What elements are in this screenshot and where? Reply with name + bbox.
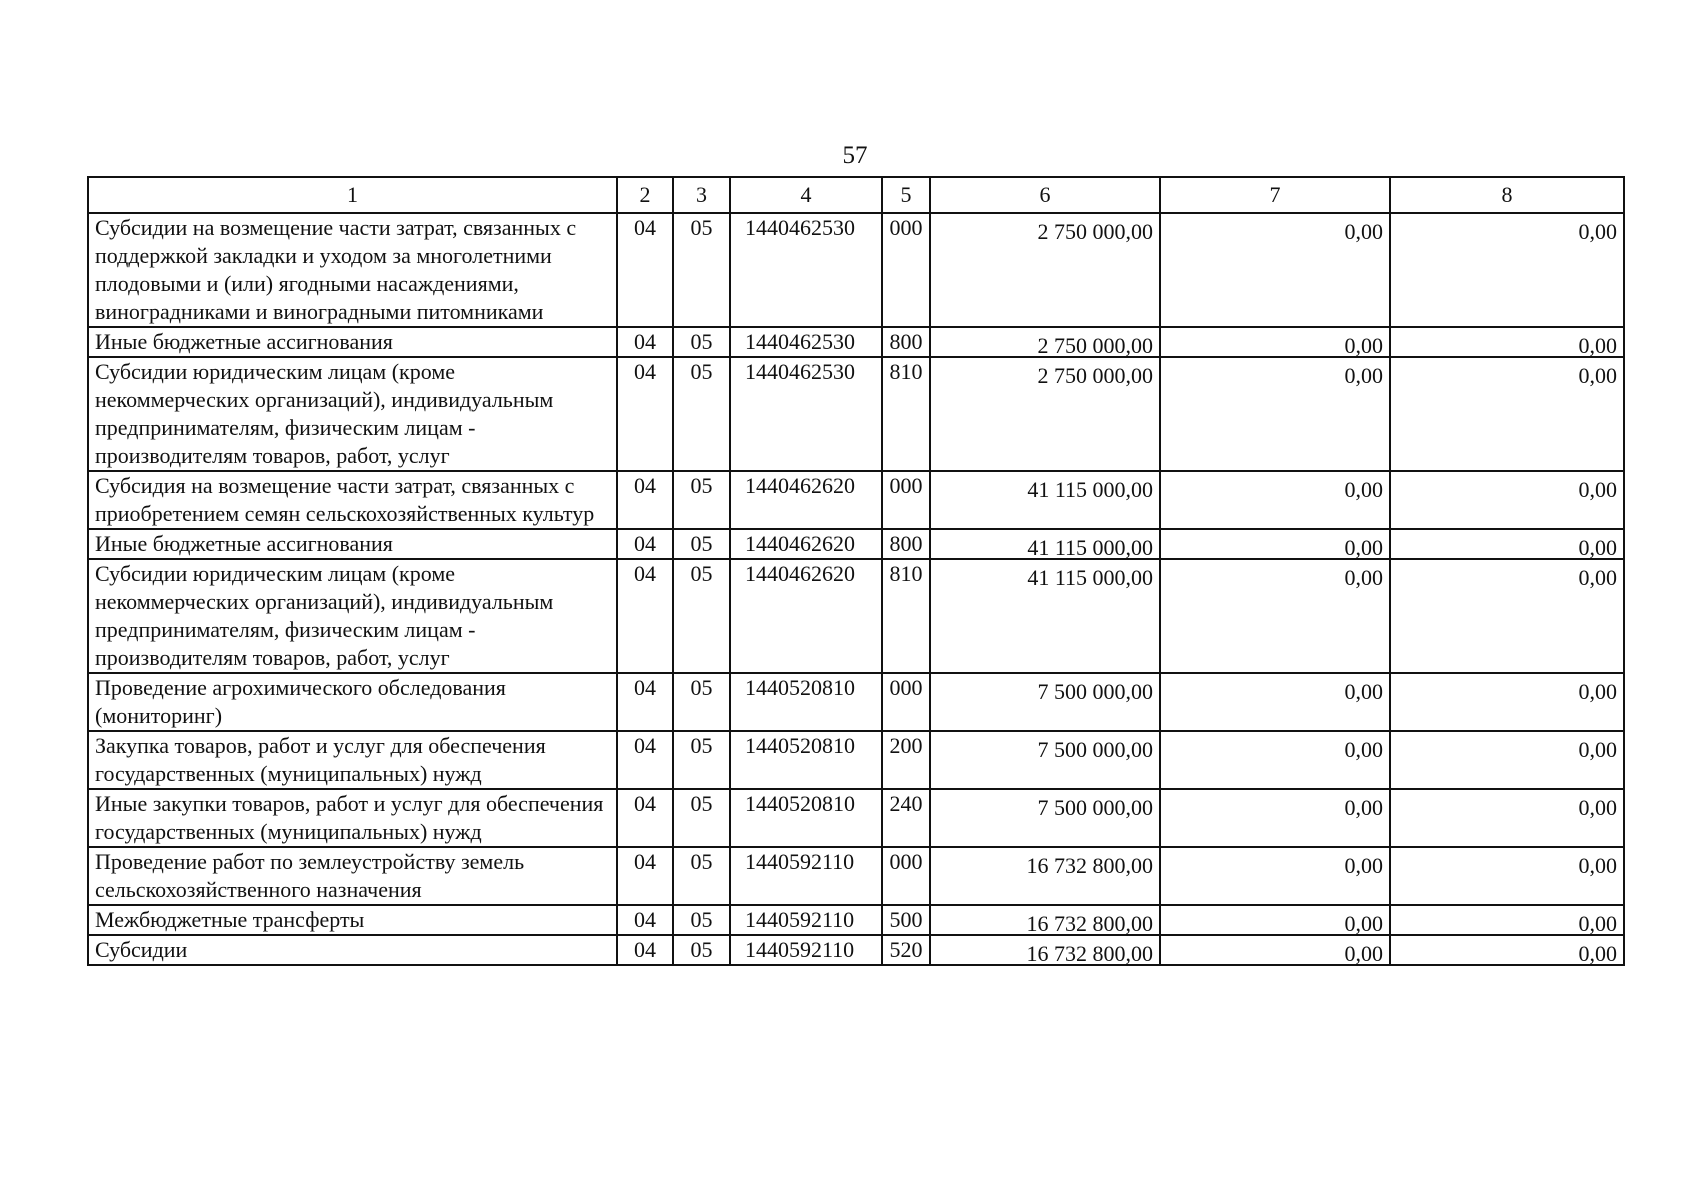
row-amount-col-8: 0,00 [1390, 905, 1624, 935]
row-subsection-code: 05 [673, 905, 730, 935]
row-target-article-code: 1440592110 [730, 905, 882, 935]
row-amount-col-6: 41 115 000,00 [930, 559, 1160, 673]
row-amount-col-7: 0,00 [1160, 731, 1390, 789]
header-col-4: 4 [730, 177, 882, 213]
header-col-6: 6 [930, 177, 1160, 213]
table-row [88, 327, 1624, 357]
row-amount-col-8: 0,00 [1390, 731, 1624, 789]
table-row [88, 789, 1624, 847]
row-expense-type-code: 200 [882, 731, 930, 789]
header-col-8: 8 [1390, 177, 1624, 213]
row-amount-col-7: 0,00 [1160, 327, 1390, 357]
row-name: Субсидии [88, 935, 617, 965]
row-amount-col-7: 0,00 [1160, 559, 1390, 673]
row-expense-type-code: 240 [882, 789, 930, 847]
table-row [88, 935, 1624, 965]
row-target-article-code: 1440462530 [730, 327, 882, 357]
row-name: Субсидия на возмещение части затрат, связанных с приобретением семян сельскохозяйственных культур [88, 471, 617, 529]
row-expense-type-code: 000 [882, 847, 930, 905]
row-section-code: 04 [617, 673, 673, 731]
table-row [88, 529, 1624, 559]
row-name: Иные бюджетные ассигнования [88, 327, 617, 357]
row-amount-col-8: 0,00 [1390, 789, 1624, 847]
row-section-code: 04 [617, 559, 673, 673]
table-body [88, 213, 1624, 965]
table-row [88, 471, 1624, 529]
row-subsection-code: 05 [673, 847, 730, 905]
row-subsection-code: 05 [673, 673, 730, 731]
row-target-article-code: 1440462530 [730, 213, 882, 327]
row-amount-col-6: 7 500 000,00 [930, 789, 1160, 847]
header-col-7: 7 [1160, 177, 1390, 213]
row-target-article-code: 1440520810 [730, 789, 882, 847]
row-section-code: 04 [617, 731, 673, 789]
row-name: Межбюджетные трансферты [88, 905, 617, 935]
header-col-1: 1 [88, 177, 617, 213]
table-row [88, 559, 1624, 673]
row-section-code: 04 [617, 327, 673, 357]
table-row [88, 357, 1624, 471]
page-number: 57 [842, 142, 868, 169]
row-amount-col-7: 0,00 [1160, 847, 1390, 905]
row-subsection-code: 05 [673, 789, 730, 847]
row-expense-type-code: 800 [882, 529, 930, 559]
row-subsection-code: 05 [673, 357, 730, 471]
row-amount-col-7: 0,00 [1160, 935, 1390, 965]
row-expense-type-code: 500 [882, 905, 930, 935]
table-row [88, 213, 1624, 327]
row-expense-type-code: 000 [882, 213, 930, 327]
row-amount-col-6: 2 750 000,00 [930, 357, 1160, 471]
row-expense-type-code: 520 [882, 935, 930, 965]
row-amount-col-8: 0,00 [1390, 935, 1624, 965]
row-target-article-code: 1440462620 [730, 471, 882, 529]
budget-table [87, 176, 1625, 966]
table-row [88, 673, 1624, 731]
row-name: Субсидии на возмещение части затрат, связанных с поддержкой закладки и уходом за многолетними плодовыми и (или) ягодными насаждениями, виноградниками и виноградными питомниками [88, 213, 617, 327]
row-section-code: 04 [617, 471, 673, 529]
row-expense-type-code: 000 [882, 673, 930, 731]
row-amount-col-6: 2 750 000,00 [930, 213, 1160, 327]
row-section-code: 04 [617, 357, 673, 471]
row-section-code: 04 [617, 905, 673, 935]
row-amount-col-7: 0,00 [1160, 789, 1390, 847]
row-amount-col-8: 0,00 [1390, 529, 1624, 559]
row-amount-col-8: 0,00 [1390, 213, 1624, 327]
row-name: Субсидии юридическим лицам (кроме некоммерческих организаций), индивидуальным предпринимателям, физическим лицам - производителям товаров, работ, услуг [88, 559, 617, 673]
row-target-article-code: 1440520810 [730, 731, 882, 789]
row-amount-col-7: 0,00 [1160, 673, 1390, 731]
row-target-article-code: 1440462620 [730, 559, 882, 673]
row-subsection-code: 05 [673, 327, 730, 357]
header-col-5: 5 [882, 177, 930, 213]
row-target-article-code: 1440520810 [730, 673, 882, 731]
row-expense-type-code: 810 [882, 357, 930, 471]
row-amount-col-8: 0,00 [1390, 673, 1624, 731]
row-name: Закупка товаров, работ и услуг для обеспечения государственных (муниципальных) нужд [88, 731, 617, 789]
row-section-code: 04 [617, 529, 673, 559]
row-amount-col-6: 41 115 000,00 [930, 471, 1160, 529]
row-section-code: 04 [617, 847, 673, 905]
header-col-2: 2 [617, 177, 673, 213]
row-subsection-code: 05 [673, 731, 730, 789]
row-target-article-code: 1440462530 [730, 357, 882, 471]
row-subsection-code: 05 [673, 935, 730, 965]
table-row [88, 731, 1624, 789]
table-row [88, 905, 1624, 935]
row-name: Субсидии юридическим лицам (кроме некоммерческих организаций), индивидуальным предпринимателям, физическим лицам - производителям товаров, работ, услуг [88, 357, 617, 471]
row-expense-type-code: 800 [882, 327, 930, 357]
row-amount-col-7: 0,00 [1160, 529, 1390, 559]
row-section-code: 04 [617, 213, 673, 327]
row-amount-col-8: 0,00 [1390, 559, 1624, 673]
row-amount-col-6: 16 732 800,00 [930, 935, 1160, 965]
row-expense-type-code: 000 [882, 471, 930, 529]
row-amount-col-8: 0,00 [1390, 357, 1624, 471]
row-expense-type-code: 810 [882, 559, 930, 673]
row-section-code: 04 [617, 789, 673, 847]
row-target-article-code: 1440592110 [730, 847, 882, 905]
row-amount-col-8: 0,00 [1390, 327, 1624, 357]
row-amount-col-8: 0,00 [1390, 847, 1624, 905]
row-section-code: 04 [617, 935, 673, 965]
row-subsection-code: 05 [673, 213, 730, 327]
row-amount-col-6: 16 732 800,00 [930, 847, 1160, 905]
row-amount-col-6: 7 500 000,00 [930, 673, 1160, 731]
row-amount-col-7: 0,00 [1160, 905, 1390, 935]
row-subsection-code: 05 [673, 559, 730, 673]
row-name: Иные закупки товаров, работ и услуг для обеспечения государственных (муниципальных) нужд [88, 789, 617, 847]
row-amount-col-7: 0,00 [1160, 357, 1390, 471]
row-subsection-code: 05 [673, 471, 730, 529]
row-amount-col-7: 0,00 [1160, 471, 1390, 529]
row-amount-col-8: 0,00 [1390, 471, 1624, 529]
row-amount-col-6: 2 750 000,00 [930, 327, 1160, 357]
row-target-article-code: 1440592110 [730, 935, 882, 965]
row-amount-col-7: 0,00 [1160, 213, 1390, 327]
row-subsection-code: 05 [673, 529, 730, 559]
row-amount-col-6: 41 115 000,00 [930, 529, 1160, 559]
table-row [88, 847, 1624, 905]
row-amount-col-6: 16 732 800,00 [930, 905, 1160, 935]
row-amount-col-6: 7 500 000,00 [930, 731, 1160, 789]
row-name: Проведение работ по землеустройству земель сельскохозяйственного назначения [88, 847, 617, 905]
row-target-article-code: 1440462620 [730, 529, 882, 559]
row-name: Иные бюджетные ассигнования [88, 529, 617, 559]
header-col-3: 3 [673, 177, 730, 213]
header-row [88, 177, 1624, 213]
row-name: Проведение агрохимического обследования (мониторинг) [88, 673, 617, 731]
